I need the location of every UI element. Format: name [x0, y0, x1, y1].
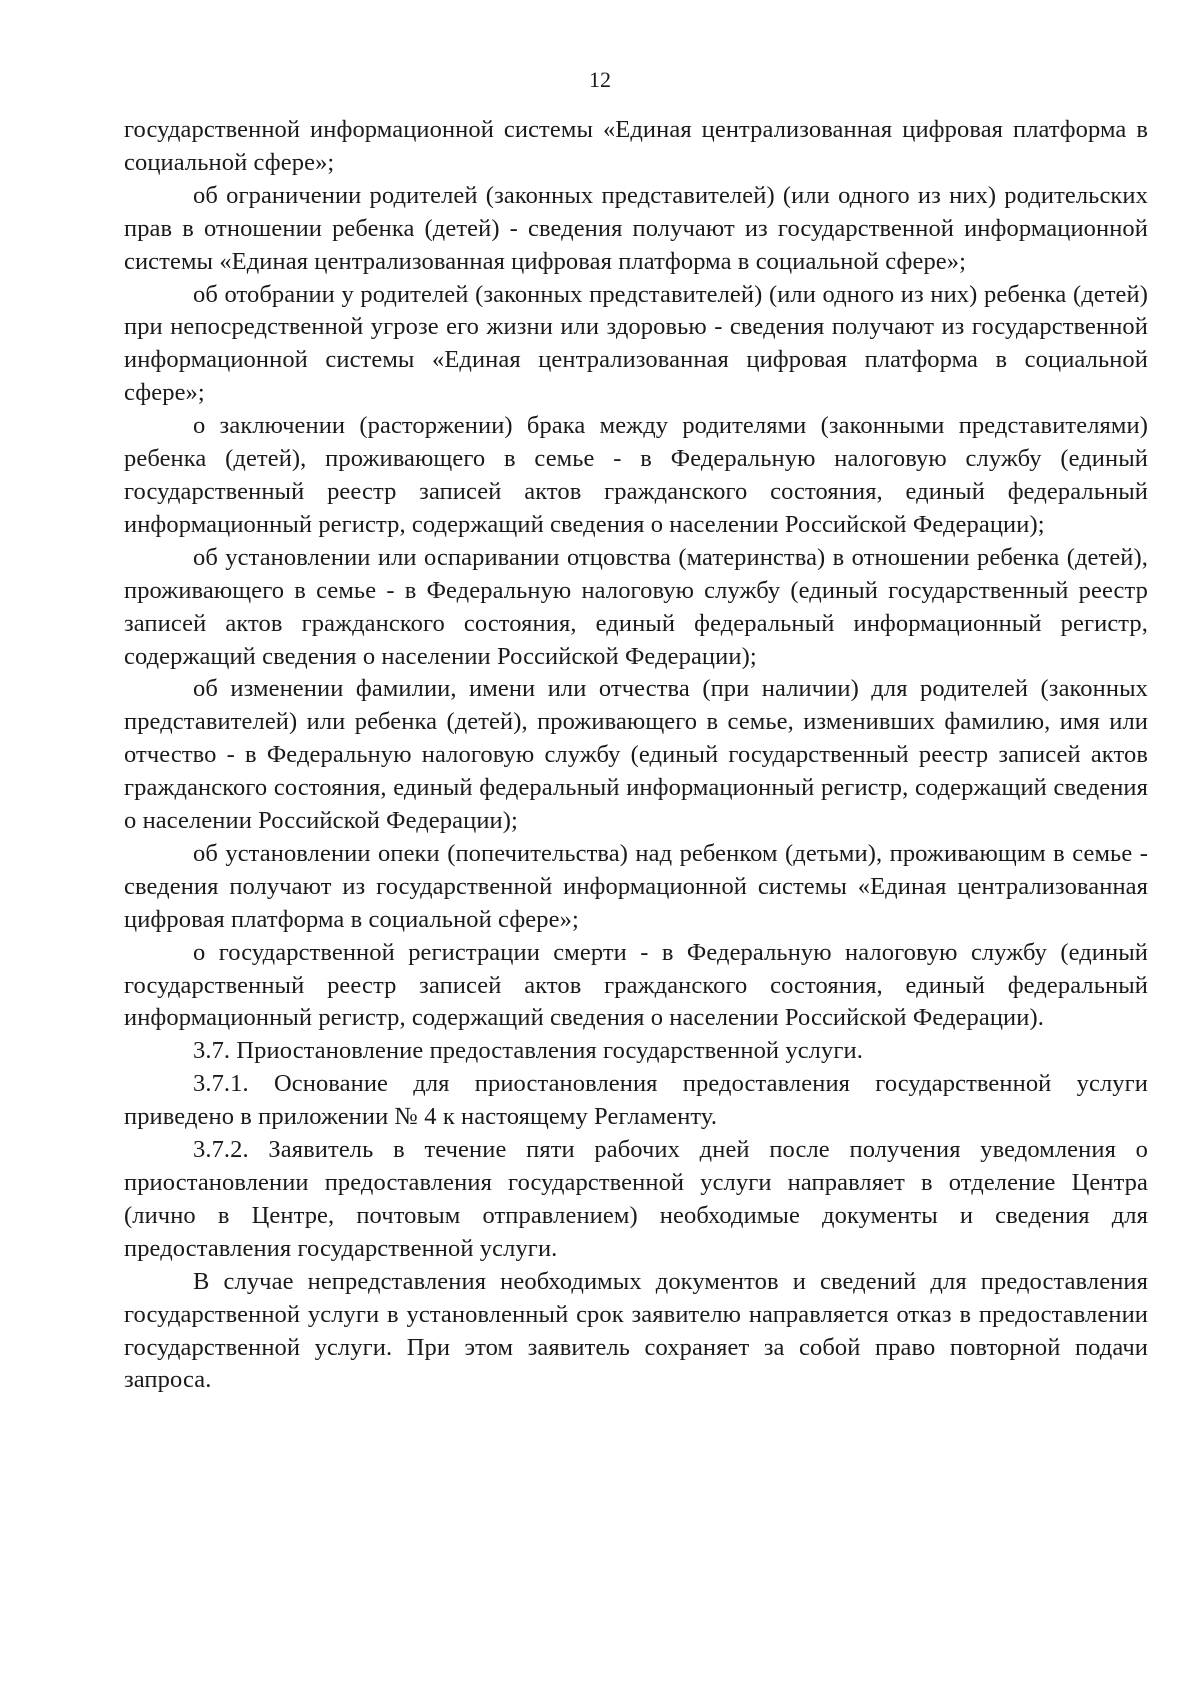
paragraph-marriage: о заключении (расторжении) брака между родителями (законными представителями) ребенка (детей), проживающего в семье - в Федеральную налоговую службу (единый государственный реестр записей актов гражданского состояния, единый федеральный информационный регистр, содержащий сведения о населении Российской Федерации);	[124, 412, 1148, 538]
document-body	[124, 114, 1148, 1397]
section-heading-3-7: 3.7. Приостановление предоставления государственной услуги.	[193, 1037, 863, 1065]
paragraph-guardianship: об установлении опеки (попечительства) над ребенком (детьми), проживающим в семье - сведения получают из государственной информационной системы «Единая централизованная цифровая платформа в социальной сфере»;	[124, 839, 1148, 933]
paragraph-removal-of-child: об отобрании у родителей (законных представителей) (или одного из них) ребенка (детей) при непосредственной угрозе его жизни или здоровью - сведения получают из государственной информационной системы «Единая централизованная цифровая платформа в социальной сфере»;	[124, 280, 1148, 407]
page-number: 12	[589, 67, 611, 92]
paragraph-death-registration: о государственной регистрации смерти - в Федеральную налоговую службу (единый государственный реестр записей актов гражданского состояния, единый федеральный информационный регистр, содержащий сведения о населении Российской Федерации).	[124, 938, 1148, 1032]
paragraph-3-7-1: 3.7.1. Основание для приостановления предоставления государственной услуги приведено в приложении № 4 к настоящему Регламенту.	[124, 1070, 1148, 1131]
paragraph-3-7-2: 3.7.2. Заявитель в течение пяти рабочих дней после получения уведомления о приостановлении предоставления государственной услуги направляет в отделение Центра (лично в Центре, почтовым отправлением) необходимые документы и сведения для предоставления государственной услуги.	[124, 1136, 1148, 1262]
paragraph-continuation: государственной информационной системы «Единая централизованная цифровая платформа в социальной сфере»;	[124, 116, 1148, 176]
paragraph-restriction-of-rights: об ограничении родителей (законных представителей) (или одного из них) родительских прав в отношении ребенка (детей) - сведения получают из государственной информационной системы «Единая централизованная цифровая платформа в социальной сфере»;	[124, 181, 1148, 275]
paragraph-name-change: об изменении фамилии, имени или отчества (при наличии) для родителей (законных представителей) или ребенка (детей), проживающего в семье, изменивших фамилию, имя или отчество - в Федеральную налоговую службу (единый государственный реестр записей актов гражданского состояния, единый федеральный информационный регистр, содержащий сведения о населении Российской Федерации);	[124, 675, 1148, 835]
paragraph-paternity: об установлении или оспаривании отцовства (материнства) в отношении ребенка (детей), проживающего в семье - в Федеральную налоговую службу (единый государственный реестр записей актов гражданского состояния, единый федеральный информационный регистр, содержащий сведения о населении Российской Федерации);	[124, 543, 1148, 670]
paragraph-refusal: В случае непредставления необходимых документов и сведений для предоставления государственной услуги в установленный срок заявителю направляется отказ в предоставлении государственной услуги. При этом заявитель сохраняет за собой право повторной подачи запроса.	[124, 1267, 1148, 1394]
